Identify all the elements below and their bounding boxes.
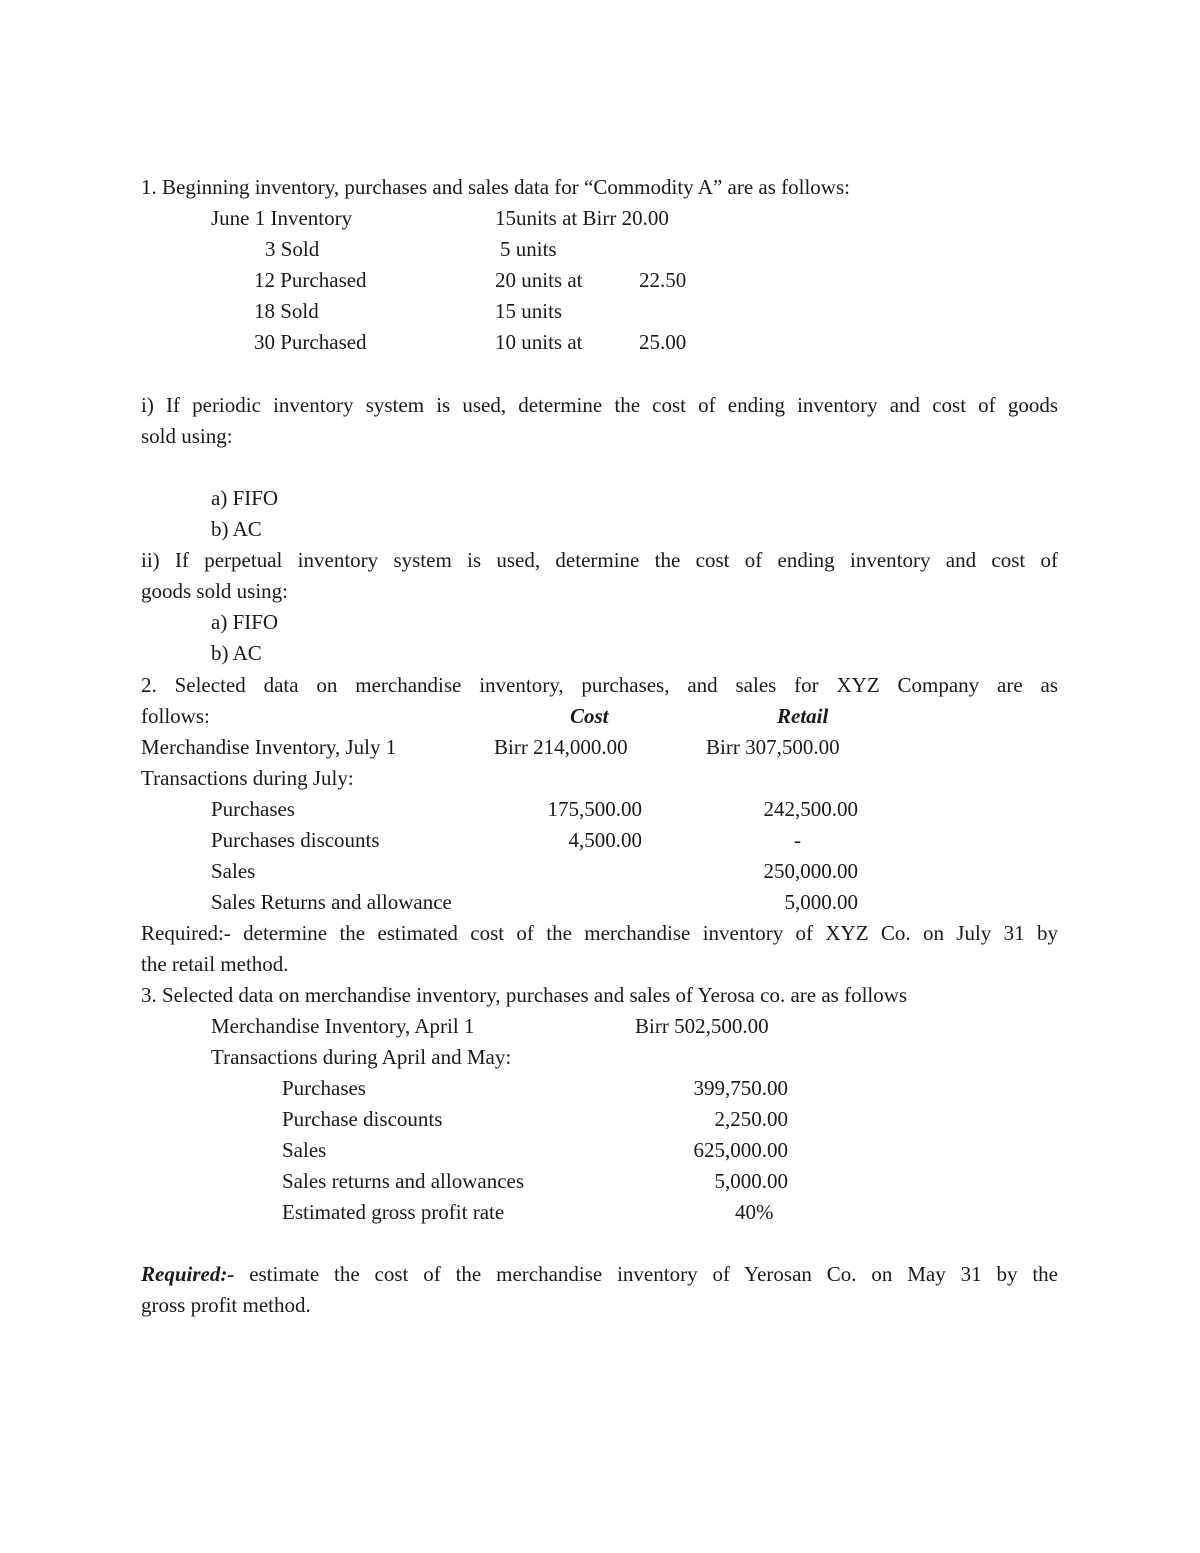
q3-row-label: Sales bbox=[282, 1138, 327, 1162]
q3-required-line2: gross profit method. bbox=[141, 1293, 311, 1317]
q3-transactions-label: Transactions during April and May: bbox=[211, 1045, 512, 1069]
q2-inventory-cost: Birr 214,000.00 bbox=[494, 735, 628, 759]
q3-row-label: Sales returns and allowances bbox=[282, 1169, 525, 1193]
q2-col-cost-heading: Cost bbox=[570, 704, 609, 728]
q2-inventory-retail: Birr 307,500.00 bbox=[706, 735, 840, 759]
q1-row-date: 18 Sold bbox=[254, 299, 319, 323]
q2-row-retail: 250,000.00 bbox=[763, 859, 858, 883]
q2-row-cost: 4,500.00 bbox=[568, 828, 642, 852]
q1-part-i-a: a) FIFO bbox=[211, 486, 279, 510]
q2-transactions-label: Transactions during July: bbox=[141, 766, 354, 790]
q3-row-value: 625,000.00 bbox=[693, 1138, 788, 1162]
q1-part-i-line2: sold using: bbox=[141, 424, 233, 448]
q1-row-date: 3 Sold bbox=[265, 237, 320, 261]
q3-inventory-label: Merchandise Inventory, April 1 bbox=[211, 1014, 475, 1038]
q1-row-desc: 10 units at bbox=[495, 330, 583, 354]
q1-row-desc: 15units at Birr 20.00 bbox=[495, 206, 669, 230]
q2-row-retail: 242,500.00 bbox=[763, 797, 858, 821]
q3-required-text: estimate the cost of the merchandise inventory of Yerosan Co. on May 31 by the bbox=[234, 1262, 1058, 1286]
q3-row-value: 2,250.00 bbox=[714, 1107, 788, 1131]
q3-row-value: 399,750.00 bbox=[693, 1076, 788, 1100]
q2-row-retail: 5,000.00 bbox=[784, 890, 858, 914]
q1-row-price: 22.50 bbox=[639, 268, 687, 292]
q2-row-label: Purchases discounts bbox=[211, 828, 380, 852]
q2-row-label: Sales bbox=[211, 859, 256, 883]
q2-col-retail-heading: Retail bbox=[777, 704, 829, 728]
q2-row-retail: - bbox=[794, 828, 801, 852]
q1-part-ii-line1: ii) If perpetual inventory system is used, determine the cost of ending inventory and cost of bbox=[141, 548, 1058, 572]
q3-row-value: 40% bbox=[735, 1200, 774, 1224]
q2-row-label: Purchases bbox=[211, 797, 295, 821]
q2-row-cost: 175,500.00 bbox=[547, 797, 642, 821]
q1-row-date: June 1 Inventory bbox=[211, 206, 353, 230]
q1-part-ii-line2: goods sold using: bbox=[141, 579, 289, 603]
q2-intro-line1: 2. Selected data on merchandise inventory, purchases, and sales for XYZ Company are as bbox=[141, 673, 1058, 697]
q2-row-label: Sales Returns and allowance bbox=[211, 890, 452, 914]
q1-row-desc: 20 units at bbox=[495, 268, 583, 292]
q1-row-date: 12 Purchased bbox=[254, 268, 367, 292]
q2-required-line2: the retail method. bbox=[141, 952, 289, 976]
q3-row-label: Estimated gross profit rate bbox=[282, 1200, 505, 1224]
q1-row-desc: 5 units bbox=[500, 237, 557, 261]
q1-part-ii-b: b) AC bbox=[211, 641, 262, 665]
q1-part-ii-a: a) FIFO bbox=[211, 610, 279, 634]
q3-inventory-value: Birr 502,500.00 bbox=[635, 1014, 769, 1038]
q3-row-value: 5,000.00 bbox=[714, 1169, 788, 1193]
q1-intro: 1. Beginning inventory, purchases and sales data for “Commodity A” are as follows: bbox=[141, 175, 850, 199]
q3-row-label: Purchase discounts bbox=[282, 1107, 443, 1131]
q2-required-line1: Required:- determine the estimated cost of the merchandise inventory of XYZ Co. on July 31 by bbox=[141, 921, 1058, 945]
q3-required-label: Required:- bbox=[141, 1262, 235, 1286]
q2-intro-line2: follows: bbox=[141, 704, 210, 728]
q1-part-i-b: b) AC bbox=[211, 517, 262, 541]
q1-part-i-line1: i) If periodic inventory system is used, determine the cost of ending inventory and cost of goods bbox=[141, 393, 1058, 417]
q3-row-label: Purchases bbox=[282, 1076, 366, 1100]
q2-inventory-label: Merchandise Inventory, July 1 bbox=[141, 735, 397, 759]
q3-intro: 3. Selected data on merchandise inventory, purchases and sales of Yerosa co. are as follows bbox=[141, 983, 908, 1007]
q1-row-price: 25.00 bbox=[639, 330, 687, 354]
q3-required-line1 bbox=[141, 1264, 1058, 1285]
q1-row-desc: 15 units bbox=[495, 299, 563, 323]
q1-row-date: 30 Purchased bbox=[254, 330, 367, 354]
